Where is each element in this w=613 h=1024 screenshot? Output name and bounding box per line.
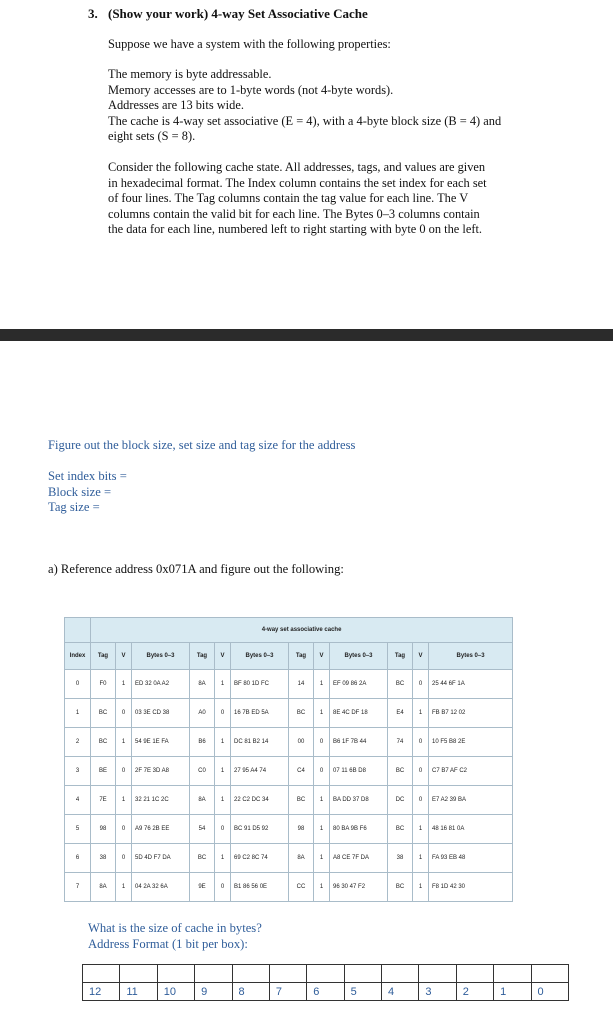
- table-row: [65, 670, 513, 699]
- address-bit-label: 10: [157, 983, 194, 1001]
- cache-table-header: [65, 643, 513, 670]
- table-cell: A0: [190, 699, 215, 728]
- address-bit-label: 3: [419, 983, 456, 1001]
- table-cell: B1 86 56 0E: [231, 873, 289, 902]
- size-question: [88, 921, 262, 952]
- table-cell: BC: [289, 786, 314, 815]
- table-cell: 1: [314, 815, 330, 844]
- table-cell: 1: [314, 873, 330, 902]
- address-bit-box[interactable]: [157, 965, 194, 983]
- header-cell: Tag: [388, 643, 413, 670]
- address-bit-label: 0: [531, 983, 569, 1001]
- table-cell: 1: [413, 873, 429, 902]
- header-cell: Bytes 0–3: [429, 643, 513, 670]
- consider-line: of four lines. The Tag columns contain the tag value for each line. The V: [108, 191, 469, 205]
- properties-list: [108, 67, 553, 145]
- consider-line: columns contain the valid bit for each line. The Bytes 0–3 columns contain: [108, 206, 480, 221]
- table-row: [65, 786, 513, 815]
- property-line: eight sets (S = 8).: [108, 129, 196, 143]
- table-cell: BC: [190, 844, 215, 873]
- table-cell: 98: [91, 815, 116, 844]
- header-cell: V: [215, 643, 231, 670]
- header-cell: Tag: [190, 643, 215, 670]
- property-line: Addresses are 13 bits wide.: [108, 98, 244, 112]
- table-cell: 0: [413, 670, 429, 699]
- address-format-label: Address Format (1 bit per box):: [88, 936, 248, 951]
- table-cell: 1: [314, 699, 330, 728]
- table-cell: 1: [215, 670, 231, 699]
- table-cell: 1: [413, 844, 429, 873]
- cache-size-question: What is the size of cache in bytes?: [88, 921, 262, 935]
- table-cell: BF 80 1D FC: [231, 670, 289, 699]
- table-cell: 38: [91, 844, 116, 873]
- table-cell: 8A: [190, 670, 215, 699]
- table-cell: 5D 4D F7 DA: [132, 844, 190, 873]
- table-cell: 14: [289, 670, 314, 699]
- part-a-prompt: a) Reference address 0x071A and figure out the following:: [48, 562, 344, 576]
- table-row: [65, 815, 513, 844]
- table-row: [65, 757, 513, 786]
- table-cell: 0: [215, 815, 231, 844]
- table-cell: BC: [388, 757, 413, 786]
- table-cell: FB B7 12 02: [429, 699, 513, 728]
- address-bit-label: 5: [344, 983, 381, 1001]
- table-cell: 80 BA 9B F6: [330, 815, 388, 844]
- table-cell: 1: [215, 728, 231, 757]
- table-cell: 2: [65, 728, 91, 757]
- cache-table: [64, 617, 513, 902]
- table-cell: ED 32 0A A2: [132, 670, 190, 699]
- address-bit-boxes: [83, 965, 569, 983]
- table-cell: DC: [388, 786, 413, 815]
- table-cell: C0: [190, 757, 215, 786]
- consider-line: Consider the following cache state. All addresses, tags, and values are given: [108, 160, 486, 174]
- table-cell: 2F 7E 3D A8: [132, 757, 190, 786]
- header-cell: V: [116, 643, 132, 670]
- address-bit-label: 9: [195, 983, 232, 1001]
- property-line: Memory accesses are to 1-byte words (not 4-byte words).: [108, 82, 394, 97]
- address-bit-box[interactable]: [120, 965, 157, 983]
- table-cell: 8A: [91, 873, 116, 902]
- table-cell: 32 21 1C 2C: [132, 786, 190, 815]
- tag-size-label: Tag size =: [48, 500, 100, 514]
- address-bit-box[interactable]: [269, 965, 306, 983]
- table-cell: F8 1D 42 30: [429, 873, 513, 902]
- table-cell: 4: [65, 786, 91, 815]
- table-cell: BC: [388, 670, 413, 699]
- figure-out-title: Figure out the block size, set size and tag size for the address: [48, 438, 356, 452]
- table-cell: BC 91 D5 92: [231, 815, 289, 844]
- table-row: [65, 844, 513, 873]
- table-cell: A9 76 2B EE: [132, 815, 190, 844]
- table-cell: 8A: [289, 844, 314, 873]
- table-cell: 7E: [91, 786, 116, 815]
- table-cell: F0: [91, 670, 116, 699]
- bit-fields: [48, 469, 127, 516]
- table-cell: 69 C2 8C 74: [231, 844, 289, 873]
- table-cell: 1: [314, 844, 330, 873]
- address-bit-label: 4: [382, 983, 419, 1001]
- cache-table-body: [65, 670, 513, 902]
- table-cell: 03 3E CD 38: [132, 699, 190, 728]
- table-cell: A8 CE 7F DA: [330, 844, 388, 873]
- table-cell: E4: [388, 699, 413, 728]
- address-bit-label: 2: [456, 983, 493, 1001]
- table-cell: B6 1F 7B 44: [330, 728, 388, 757]
- table-cell: 16 7B ED 5A: [231, 699, 289, 728]
- address-bit-box[interactable]: [307, 965, 344, 983]
- table-cell: 0: [116, 757, 132, 786]
- header-cell: V: [413, 643, 429, 670]
- table-cell: 1: [314, 670, 330, 699]
- address-bit-box[interactable]: [382, 965, 419, 983]
- table-cell: 10 F5 B8 2E: [429, 728, 513, 757]
- table-cell: BE: [91, 757, 116, 786]
- address-bit-labels: [83, 983, 569, 1001]
- table-cell: 38: [388, 844, 413, 873]
- table-cell: 54 9E 1E FA: [132, 728, 190, 757]
- address-bit-box[interactable]: [83, 965, 120, 983]
- address-bit-label: 7: [269, 983, 306, 1001]
- table-cell: 1: [215, 844, 231, 873]
- table-cell: 54: [190, 815, 215, 844]
- table-cell: EF 09 86 2A: [330, 670, 388, 699]
- table-cell: 0: [413, 786, 429, 815]
- block-size-label: Block size =: [48, 484, 112, 499]
- table-cell: 0: [65, 670, 91, 699]
- table-cell: 04 2A 32 6A: [132, 873, 190, 902]
- header-cell: Tag: [289, 643, 314, 670]
- address-bit-label: 8: [232, 983, 269, 1001]
- table-cell: 1: [413, 699, 429, 728]
- table-cell: FA 93 EB 48: [429, 844, 513, 873]
- table-cell: 74: [388, 728, 413, 757]
- table-cell: 1: [215, 757, 231, 786]
- address-bit-box[interactable]: [232, 965, 269, 983]
- question-number: 3.: [88, 6, 98, 21]
- header-cell: Index: [65, 643, 91, 670]
- table-row: [65, 728, 513, 757]
- table-cell: BC: [91, 728, 116, 757]
- address-bit-box[interactable]: [456, 965, 493, 983]
- table-cell: 1: [116, 786, 132, 815]
- address-bit-label: 12: [83, 983, 120, 1001]
- table-cell: 0: [413, 757, 429, 786]
- address-format-grid: [82, 964, 569, 1001]
- table-cell: 1: [314, 786, 330, 815]
- header-cell: Bytes 0–3: [330, 643, 388, 670]
- table-cell: 1: [116, 728, 132, 757]
- table-cell: 1: [215, 786, 231, 815]
- table-cell: 98: [289, 815, 314, 844]
- address-bit-label: 1: [494, 983, 531, 1001]
- table-cell: 8A: [190, 786, 215, 815]
- property-line: The memory is byte addressable.: [108, 67, 272, 81]
- table-cell: 1: [413, 815, 429, 844]
- table-cell: 0: [314, 757, 330, 786]
- table-cell: 0: [116, 815, 132, 844]
- header-cell: Bytes 0–3: [132, 643, 190, 670]
- question-title: (Show your work) 4-way Set Associative Cache: [108, 6, 368, 21]
- consider-line: in hexadecimal format. The Index column contains the set index for each set: [108, 175, 487, 190]
- table-cell: BC: [289, 699, 314, 728]
- consider-line: the data for each line, numbered left to right starting with byte 0 on the left.: [108, 222, 483, 236]
- table-cell: C7 B7 AF C2: [429, 757, 513, 786]
- table-cell: 07 11 6B D8: [330, 757, 388, 786]
- cache-table-corner: [65, 618, 91, 643]
- set-index-bits-label: Set index bits =: [48, 469, 127, 483]
- address-bit-label: 6: [307, 983, 344, 1001]
- table-cell: 27 95 A4 74: [231, 757, 289, 786]
- address-bit-box[interactable]: [344, 965, 381, 983]
- header-cell: V: [314, 643, 330, 670]
- table-cell: 0: [116, 844, 132, 873]
- table-cell: 96 30 47 F2: [330, 873, 388, 902]
- table-cell: 9E: [190, 873, 215, 902]
- table-cell: 0: [215, 873, 231, 902]
- table-cell: 0: [314, 728, 330, 757]
- table-cell: B6: [190, 728, 215, 757]
- header-cell: Tag: [91, 643, 116, 670]
- intro-text: Suppose we have a system with the following properties:: [108, 37, 391, 51]
- consider-paragraph: [108, 160, 553, 238]
- table-cell: 8E 4C DF 18: [330, 699, 388, 728]
- table-cell: 3: [65, 757, 91, 786]
- address-bit-box[interactable]: [494, 965, 531, 983]
- table-cell: 00: [289, 728, 314, 757]
- address-bit-label: 11: [120, 983, 157, 1001]
- table-cell: E7 A2 39 BA: [429, 786, 513, 815]
- table-cell: 0: [215, 699, 231, 728]
- property-line: The cache is 4-way set associative (E = 4), with a 4-byte block size (B = 4) and: [108, 113, 502, 128]
- table-row: [65, 699, 513, 728]
- table-cell: 22 C2 DC 34: [231, 786, 289, 815]
- table-cell: 25 44 6F 1A: [429, 670, 513, 699]
- table-cell: C4: [289, 757, 314, 786]
- table-cell: BC: [388, 873, 413, 902]
- cache-table-title: 4-way set associative cache: [91, 618, 513, 643]
- table-cell: BC: [91, 699, 116, 728]
- table-cell: 0: [413, 728, 429, 757]
- address-bit-box[interactable]: [531, 965, 569, 983]
- header-cell: Bytes 0–3: [231, 643, 289, 670]
- table-cell: 1: [65, 699, 91, 728]
- table-cell: BA DD 37 D8: [330, 786, 388, 815]
- table-cell: 48 16 81 0A: [429, 815, 513, 844]
- table-cell: 6: [65, 844, 91, 873]
- table-cell: CC: [289, 873, 314, 902]
- table-cell: BC: [388, 815, 413, 844]
- table-cell: 5: [65, 815, 91, 844]
- address-bit-box[interactable]: [419, 965, 456, 983]
- section-divider: [0, 329, 613, 341]
- table-row: [65, 873, 513, 902]
- address-bit-box[interactable]: [195, 965, 232, 983]
- table-cell: 1: [116, 670, 132, 699]
- table-cell: 0: [116, 699, 132, 728]
- table-cell: 1: [116, 873, 132, 902]
- table-cell: DC 81 B2 14: [231, 728, 289, 757]
- table-cell: 7: [65, 873, 91, 902]
